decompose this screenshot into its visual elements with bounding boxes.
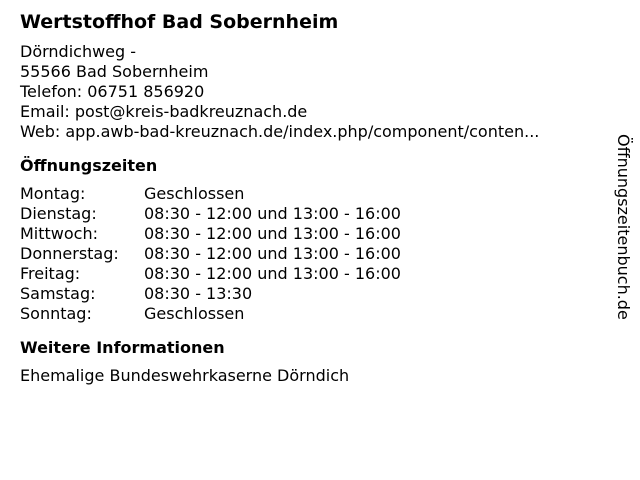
brand-watermark: Öffnungszeitenbuch.de	[614, 134, 633, 320]
day-label: Donnerstag:	[20, 244, 119, 263]
hours-row-wednesday	[20, 224, 600, 244]
day-label: Dienstag:	[20, 204, 97, 223]
further-info-text: Ehemalige Bundeswehrkaserne Dörndich	[20, 366, 350, 385]
hours-value: Geschlossen	[144, 184, 245, 203]
hours-row-saturday	[20, 284, 600, 304]
hours-value: 08:30 - 13:30	[144, 284, 253, 303]
day-label: Samstag:	[20, 284, 96, 303]
further-info-heading: Weitere Informationen	[20, 338, 225, 357]
day-label: Freitag:	[20, 264, 81, 283]
hours-value: Geschlossen	[144, 304, 245, 323]
day-label: Montag:	[20, 184, 86, 203]
day-label: Mittwoch:	[20, 224, 98, 243]
hours-row-monday	[20, 184, 600, 204]
phone-number[interactable]: Telefon: 06751 856920	[20, 82, 205, 101]
hours-value: 08:30 - 12:00 und 13:00 - 16:00	[144, 204, 401, 223]
opening-hours-heading: Öffnungszeiten	[20, 156, 158, 175]
hours-row-sunday	[20, 304, 600, 324]
hours-row-friday	[20, 264, 600, 284]
hours-value: 08:30 - 12:00 und 13:00 - 16:00	[144, 264, 401, 283]
address-street: Dörndichweg -	[20, 42, 137, 61]
listing-card	[20, 10, 600, 386]
website-link[interactable]: Web: app.awb-bad-kreuznach.de/index.php/component/conten...	[20, 122, 540, 141]
address-block	[20, 42, 600, 142]
page-title: Wertstoffhof Bad Sobernheim	[20, 11, 339, 33]
opening-hours-table	[20, 184, 600, 324]
hours-row-tuesday	[20, 204, 600, 224]
address-city: 55566 Bad Sobernheim	[20, 62, 209, 81]
hours-value: 08:30 - 12:00 und 13:00 - 16:00	[144, 224, 401, 243]
day-label: Sonntag:	[20, 304, 92, 323]
email-link[interactable]: Email: post@kreis-badkreuznach.de	[20, 102, 308, 121]
hours-row-thursday	[20, 244, 600, 264]
hours-value: 08:30 - 12:00 und 13:00 - 16:00	[144, 244, 401, 263]
